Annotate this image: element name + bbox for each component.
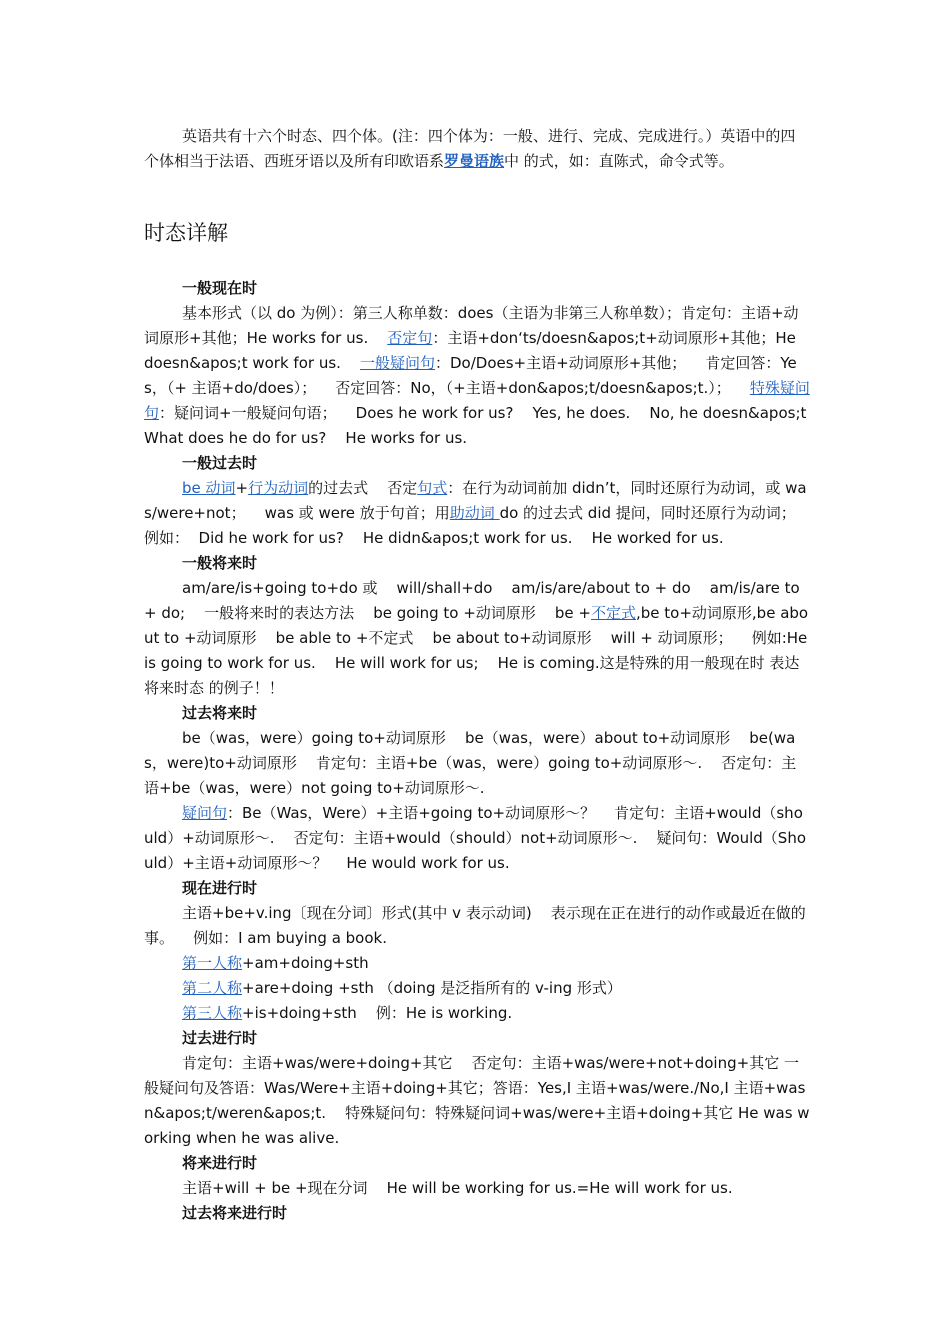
line-first-person	[144, 951, 810, 976]
text-segment: +	[235, 479, 249, 497]
link-question-sentence[interactable]: 疑问句	[182, 804, 228, 822]
paragraph-simple-future	[144, 576, 813, 701]
line-second-person	[144, 976, 810, 1001]
text-segment: 肯定句：主语+was/were+doing+其它 否定句：主语+was/were+not+doing+其它 一般疑问句及答语：Was/Were+主语+doing+其它；答语：Yes,I 主语+was/were./No,I 主语+wasn&apos;t/weren&apos;t. 特殊疑问句：特殊疑问词+was/were+主语+doing+其它 He was working when he was alive.	[144, 1054, 810, 1147]
heading-simple-past: 一般过去时	[182, 454, 258, 472]
link-romance-languages[interactable]: 罗曼语族	[444, 152, 505, 170]
link-first-person[interactable]: 第一人称	[182, 954, 243, 972]
intro-text-3: 中 的式，如：直陈式，命令式等。	[504, 152, 734, 170]
text-segment: ：Do/Does+主语+动词原形+其他； 肯定回答：Yes，（+ 主语+do/does）； 否定回答：No，（+主语+don&apos;t/doesn&apos;t.）；	[144, 354, 797, 397]
heading-past-future: 过去将来时	[182, 704, 258, 722]
text-segment: +am+doing+sth	[242, 954, 369, 972]
heading-past-continuous: 过去进行时	[182, 1029, 258, 1047]
link-be-verb[interactable]: be 动词	[182, 479, 236, 497]
paragraph-future-continuous	[144, 1176, 810, 1201]
section-title: 时态详解	[144, 221, 228, 245]
heading-simple-present: 一般现在时	[182, 279, 258, 297]
text-segment: 基本形式（以 do 为例）：第三人称单数：does（主语为非第三人称单数）；肯定句：主语+动词原形+其他；He works for us.	[144, 304, 799, 347]
heading-future-continuous: 将来进行时	[182, 1154, 258, 1172]
link-negative-sentence[interactable]: 否定句	[387, 329, 433, 347]
text-segment: +are+doing +sth （doing 是泛指所有的 v-ing 形式）	[242, 979, 622, 997]
intro-text-1: 英语共有十六个时态、四个体。(注：四个体为：一般、进行、完成、完成进行。）英语中的	[182, 127, 781, 145]
text-segment: ：Be（Was，Were）+主语+going to+动词原形～？ 肯定句：主语+would（should）+动词原形～. 否定句：主语+would（should）not+动词原形～. 疑问句：Would（Should）+主语+动词原形～？ He would work for us.	[144, 804, 807, 872]
text-segment: 的过去式 否定	[308, 479, 418, 497]
text-segment: ：主语+don‘ts/doesn&apos;t+动词原形+其他；He doesn&apos;t work for us.	[144, 329, 801, 372]
text-segment: am/are/is+going to+do 或 will/shall+do am/is/are/about to + do am/is/are to + do; 一般将来时的表达方法 be going to +动词原形 be +	[144, 579, 805, 622]
link-third-person[interactable]: 第三人称	[182, 1004, 243, 1022]
intro-paragraph	[144, 124, 810, 174]
paragraph-simple-past	[144, 476, 815, 551]
heading-simple-future: 一般将来时	[182, 554, 258, 572]
text-segment: do 的过去式 did 提问，同时还原行为动词； 例如： Did he work for us? He didn&apos;t work for us. He worked for us.	[144, 504, 815, 547]
paragraph-present-continuous	[144, 901, 810, 951]
text-segment: ,be to+动词原形,be about to +动词原形 be able to +不定式 be about to+动词原形 will + 动词原形； 例如:He is going to work for us. He will work for us; He is coming.这是特殊的用一般现在时 表达 将来时态 的例子！！	[144, 604, 813, 697]
link-second-person[interactable]: 第二人称	[182, 979, 243, 997]
link-sentence-pattern[interactable]: 句式	[417, 479, 448, 497]
line-third-person	[144, 1001, 810, 1026]
text-segment: 主语+be+v.ing〔现在分词〕形式(其中 v 表示动词) 表示现在正在进行的动作或最近在做的事。 例如：I am buying a book.	[144, 904, 806, 947]
link-general-question[interactable]: 一般疑问句	[359, 354, 435, 372]
paragraph-past-future-2	[144, 801, 810, 876]
paragraph-past-future-1	[144, 726, 810, 801]
link-auxiliary-verb[interactable]: 助动词	[449, 504, 500, 522]
text-segment: be（was，were）going to+动词原形 be（was，were）about to+动词原形 be(was，were)to+动词原形 肯定句：主语+be（was，were）going to+动词原形～. 否定句：主语+be（was，were）not going to+动词原形～.	[144, 729, 797, 797]
paragraph-past-continuous	[144, 1051, 810, 1151]
heading-past-future-continuous: 过去将来进行时	[182, 1204, 288, 1222]
link-special-question[interactable]: 特殊疑问句	[144, 379, 810, 422]
paragraph-simple-present	[144, 301, 826, 451]
text-segment: 主语+will + be +现在分词 He will be working for us.=He will work for us.	[182, 1179, 733, 1197]
intro-text-2: 四个体相当于法语、西班牙语以及所有印欧语系	[144, 127, 796, 170]
document-body	[144, 124, 826, 1226]
heading-present-continuous: 现在进行时	[182, 879, 258, 897]
text-segment: ：疑问词+一般疑问句语； Does he work for us? Yes, he does. No, he doesn&apos;t What does he do for us? He works for us.	[144, 404, 826, 447]
link-infinitive[interactable]: 不定式	[590, 604, 636, 622]
text-segment: +is+doing+sth 例：He is working.	[242, 1004, 513, 1022]
text-segment: ：在行为动词前加 didn’t，同时还原行为动词，或 was/were+not； was 或 were 放于句首；用	[144, 479, 807, 522]
link-action-verb[interactable]: 行为动词	[248, 479, 309, 497]
